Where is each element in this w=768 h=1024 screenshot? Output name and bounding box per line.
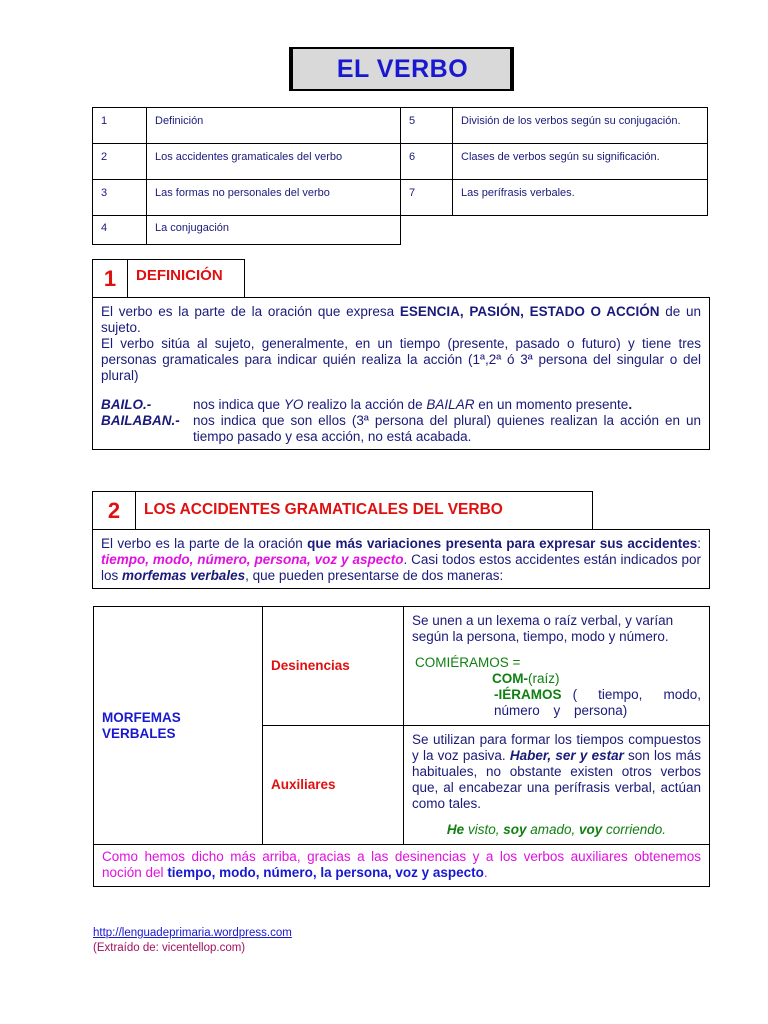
desinencias-content: Se unen a un lexema o raíz verbal, y varían según la persona, tiempo, modo y número. COMIÉRAMOS = COM-(raíz) -IÉRAMOS ( tiempo, modo, número y persona) bbox=[404, 607, 710, 726]
index-item-perifrasis: Las perífrasis verbales. bbox=[453, 180, 708, 216]
auxiliares-label: Auxiliares bbox=[271, 777, 336, 792]
desinencias-label-cell bbox=[263, 607, 404, 726]
index-item-definicion: Definición bbox=[147, 108, 401, 144]
index-item-formas: Las formas no personales del verbo bbox=[147, 180, 401, 216]
index-row bbox=[93, 180, 401, 216]
index-num: 2 bbox=[93, 144, 147, 180]
footer-link[interactable]: http://lenguadeprimaria.wordpress.com bbox=[93, 927, 292, 939]
index-row bbox=[401, 108, 708, 144]
footer-source: (Extraído de: vicentellop.com) bbox=[93, 942, 246, 954]
index-item-accidentes: Los accidentes gramaticales del verbo bbox=[147, 144, 401, 180]
section-2-content: El verbo es la parte de la oración que más variaciones presenta para expresar sus accidentes: tiempo, modo, número, persona, voz y aspecto. Casi todos estos accidentes están indicados por los morfemas verbales, que pueden presentarse de dos maneras: bbox=[92, 529, 710, 589]
index-row bbox=[93, 144, 401, 180]
auxiliares-content: Se utilizan para formar los tiempos compuestos y la voz pasiva. Haber, ser y estar son los más habituales, no obstante existen otros verbos que, al encabezar una perífrasis verbal, actúan como tales. He visto, soy amado, voy corriendo. bbox=[404, 726, 710, 845]
index-num: 5 bbox=[401, 108, 453, 144]
index-item-division: División de los verbos según su conjugación. bbox=[453, 108, 708, 144]
desinencias-label: Desinencias bbox=[271, 658, 350, 673]
section-1-number: 1 bbox=[92, 259, 128, 298]
index-table-right bbox=[400, 107, 708, 216]
section-2-number: 2 bbox=[92, 491, 136, 530]
index-item-conjugacion: La conjugación bbox=[147, 216, 401, 245]
index-row bbox=[401, 144, 708, 180]
section-1-title: DEFINICIÓN bbox=[127, 259, 245, 298]
morfemas-footer: Como hemos dicho más arriba, gracias a las desinencias y a los verbos auxiliares obtenemos noción del tiempo, modo, número, la persona, voz y aspecto. bbox=[94, 845, 710, 887]
definition-paragraph-2: El verbo sitúa al sujeto, generalmente, en un tiempo (presente, pasado o futuro) y tiene tres personas gramaticales para indicar quién realiza la acción (1ª,2ª ó 3ª persona del singular o del plural) bbox=[101, 336, 701, 383]
morfemas-table bbox=[93, 606, 710, 887]
index-row bbox=[93, 216, 401, 245]
auxiliares-example: He visto, soy amado, voy corriendo. bbox=[446, 822, 667, 837]
example-bailaban: BAILABAN.- nos indica que son ellos (3ª persona del plural) quienes realizan la acción en un tiempo pasado y esa acción, no está acabada. bbox=[101, 413, 701, 444]
example-bailo: BAILO.- nos indica que YO realizo la acción de BAILAR en un momento presente. bbox=[101, 397, 633, 412]
index-item-clases: Clases de verbos según su significación. bbox=[453, 144, 708, 180]
index-num: 3 bbox=[93, 180, 147, 216]
index-num: 6 bbox=[401, 144, 453, 180]
index-num: 4 bbox=[93, 216, 147, 245]
morfemas-label-cell bbox=[94, 607, 263, 845]
auxiliares-label-cell bbox=[263, 726, 404, 845]
index-table-left bbox=[92, 107, 401, 245]
section-2-title: LOS ACCIDENTES GRAMATICALES DEL VERBO bbox=[135, 491, 593, 530]
page-title: EL VERBO bbox=[299, 52, 506, 86]
index-row bbox=[93, 108, 401, 144]
index-num: 1 bbox=[93, 108, 147, 144]
section-1-content bbox=[92, 297, 710, 450]
title-box bbox=[289, 47, 514, 91]
index-num: 7 bbox=[401, 180, 453, 216]
morfemas-label: MORFEMAS VERBALES bbox=[102, 709, 181, 741]
definition-paragraph: El verbo es la parte de la oración que expresa ESENCIA, PASIÓN, ESTADO O ACCIÓN de un sujeto. bbox=[101, 304, 701, 335]
index-row bbox=[401, 180, 708, 216]
